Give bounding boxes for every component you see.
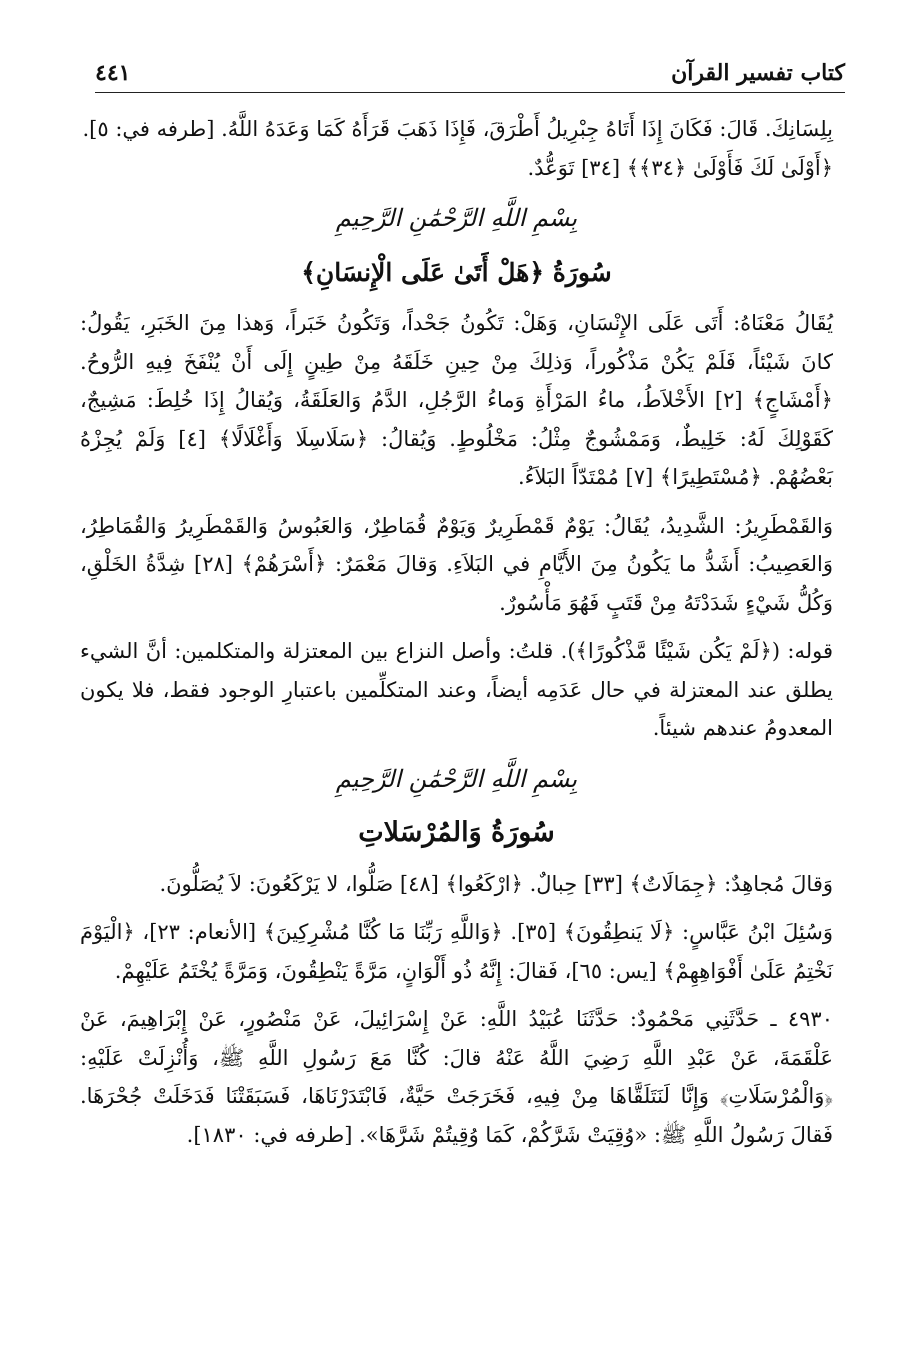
paragraph-note: قوله: (﴿لَمْ يَكُن شَيْئًا مَّذْكُورًا﴾). قلتُ: وأصل النزاع بين المعتزلة والمتكلمين: أنَّ الشيء يطلق عند المعتزلة في حال عَدَمِه أيضاً، وعند المتكلِّمين باعتبارِ الوجود فقط، فلا يكون المعدومُ عندهم شيئاً. [80, 639, 833, 740]
surah-title-insan: سُورَةُ ﴿هَلْ أَتَىٰ عَلَى الْإِنسَانِ﴾ [301, 257, 612, 287]
book-title: كتاب تفسير القرآن [671, 60, 845, 86]
paragraph-commentary: يُقَالُ مَعْنَاهُ: أَتَى عَلَى الإِنْسَانِ، وَهَلْ: تَكُونُ جَحْداً، وَتَكُونُ خَبَراً، وَهذا مِنَ الخَبَرِ، يَقُولُ: كانَ شَيْئاً، فَلَمْ يَكُنْ مَذْكُوراً، وَذلِكَ مِنْ حِينِ خَلَقَهُ مِنْ طِينٍ إِلَى أَنْ يُنْفَخَ فِيهِ الرُّوحُ. ﴿أَمْشَاجٍ﴾ [٢] الأَخْلاَطُ، ماءُ المَرْأَةِ وَماءُ الرَّجُلِ، الدَّمُ وَالعَلَقَةُ، وَيُقالُ إِذَا خُلِطَ: مَشِيجٌ، كَقَوْلِكَ لَهُ: خَلِيطٌ، وَمَمْشُوجٌ مِثْلُ: مَخْلُوطٍ. وَيُقالُ: ﴿سَلَاسِلَا وَأَغْلَالًا﴾ [٤] وَلَمْ يُجِزْهُ بَعْضُهُمْ. ﴿مُسْتَطِيرًا﴾ [٧] مُمْتَدّاً البَلاَءُ. [80, 311, 833, 489]
paragraph-verse-34: ﴿أَوْلَىٰ لَكَ فَأَوْلَىٰ ﴿٣٤﴾﴾ [٣٤] تَوَعُّدٌ. [527, 155, 833, 180]
page-header [95, 52, 845, 93]
basmala-heading: بِسْمِ اللَّهِ الرَّحْمَٰنِ الرَّحِيمِ [335, 204, 578, 232]
page-number: ٤٤١ [95, 60, 131, 86]
paragraph-continuation: بِلِسَانِكَ. قَالَ: فَكَانَ إِذَا أَتَاهُ جِبْرِيلُ أَطْرَقَ، فَإِذَا ذَهَبَ قَرَأَهُ كَمَا وَعَدَهُ اللَّهُ. [طرفه في: ٥]. [82, 117, 833, 141]
paragraph-commentary: وَقالَ مُجاهِدٌ: ﴿جِمَالَاتٌ﴾ [٣٣] حِبالٌ. ﴿ارْكَعُوا﴾ [٤٨] صَلُّوا، لا يَرْكَعُونَ: لاَ يُصَلُّونَ. [159, 871, 833, 896]
page-body [80, 110, 833, 1154]
paragraph-commentary: وَسُئِلَ ابْنُ عَبَّاسٍ: ﴿لَا يَنطِقُونَ﴾ [٣٥]. ﴿وَاللَّهِ رَبِّنَا مَا كُنَّا مُشْرِكِينَ﴾ [الأنعام: ٢٣]، ﴿الْيَوْمَ نَخْتِمُ عَلَىٰ أَفْوَاهِهِمْ﴾ [يس: ٦٥]، فَقالَ: إِنَّهُ ذُو أَلْوَانٍ، مَرَّةً يَنْطِقُونَ، وَمَرَّةً يُخْتَمُ عَلَيْهِمْ. [80, 920, 833, 983]
paragraph-hadith: ٤٩٣٠ ـ حَدَّثَنِي مَحْمُودٌ: حَدَّثَنَا عُبَيْدُ اللَّهِ: عَنْ إِسْرَائِيلَ، عَنْ مَنْصُورٍ، عَنْ إِبْرَاهِيمَ، عَنْ عَلْقَمَةَ، عَنْ عَبْدِ اللَّهِ رَضِيَ اللَّهُ عَنْهُ قالَ: كُنَّا مَعَ رَسُولِ اللَّهِ ﷺ، وَأُنْزِلَتْ عَلَيْهِ: ﴿وَالْمُرْسَلَاتِ﴾ وَإِنَّا لَنَتَلَقَّاهَا مِنْ فِيهِ، فَخَرَجَتْ حَيَّةٌ، فَابْتَدَرْنَاهَا، فَسَبَقَتْنَا فَدَخَلَتْ جُحْرَهَا. فَقالَ رَسُولُ اللَّهِ ﷺ: «وُقِيَتْ شَرَّكُمْ، كَمَا وُقِيتُمْ شَرَّهَا». [طرفه في: ١٨٣٠]. [80, 1007, 833, 1147]
surah-title-mursalat: سُورَةُ وَالمُرْسَلاتِ [358, 817, 555, 848]
basmala-heading: بِسْمِ اللَّهِ الرَّحْمَٰنِ الرَّحِيمِ [335, 764, 578, 793]
paragraph-commentary: وَالقَمْطَرِيرُ: الشَّدِيدُ، يُقَالُ: يَوْمٌ قَمْطَرِيرٌ وَيَوْمٌ قُمَاطِرٌ، وَالعَبُوسُ وَالقَمْطَرِيرُ وَالقُمَاطِرُ، وَالعَصِيبُ: أَشَدُّ ما يَكُونُ مِنَ الأَيَّامِ في البَلاَءِ. وَقالَ مَعْمَرٌ: ﴿أَسْرَهُمْ﴾ [٢٨] شِدَّةُ الخَلْقِ، وَكُلُّ شَيْءٍ شَدَدْتَهُ مِنْ قَتَبٍ فَهُوَ مَأْسُورٌ. [80, 513, 834, 615]
